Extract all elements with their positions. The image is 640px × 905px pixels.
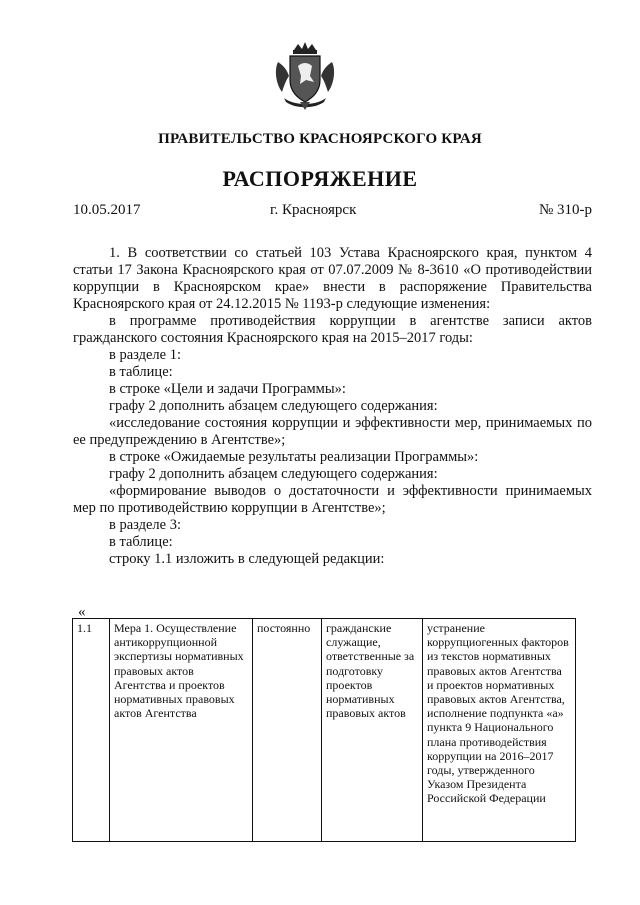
paragraph-4: в таблице: xyxy=(109,364,173,380)
paragraph-12: в таблице: xyxy=(109,534,173,550)
paragraph-9: графу 2 дополнить абзацем следующего содержания: xyxy=(109,466,438,482)
document-date: 10.05.2017 xyxy=(73,202,141,218)
program-table xyxy=(72,618,576,842)
paragraph-5: в строке «Цели и задачи Программы»: xyxy=(109,381,346,397)
document-body xyxy=(73,245,592,568)
paragraph-3: в разделе 1: xyxy=(109,347,182,363)
document-city: г. Красноярск xyxy=(270,202,357,218)
paragraph-10: «формирование выводов о достаточности и эффективности принимаемых мер по противодействию коррупции в Агентстве»; xyxy=(73,483,592,516)
paragraph-8: в строке «Ожидаемые результаты реализации Программы»: xyxy=(109,449,479,465)
paragraph-11: в разделе 3: xyxy=(109,517,182,533)
cell-measure: Мера 1. Осуществление антикоррупционной экспертизы нормативных правовых актов Агентства и проектов нормативных правовых актов Агентства xyxy=(110,619,253,842)
document-number: № 310-р xyxy=(538,202,592,218)
paragraph-6: графу 2 дополнить абзацем следующего содержания: xyxy=(109,398,438,414)
cell-term: постоянно xyxy=(253,619,322,842)
paragraph-2: в программе противодействия коррупции в агентстве записи актов гражданского состояния Красноярского края на 2015–2017 годы: xyxy=(73,313,592,346)
paragraph-13: строку 1.1 изложить в следующей редакции: xyxy=(109,551,385,567)
cell-responsible: гражданские служащие, ответственные за подготовку проектов нормативных правовых актов xyxy=(322,619,423,842)
cell-number: 1.1 xyxy=(73,619,110,842)
coat-of-arms-emblem xyxy=(270,40,340,110)
document-type: РАСПОРЯЖЕНИЕ xyxy=(222,166,418,191)
government-title: ПРАВИТЕЛЬСТВО КРАСНОЯРСКОГО КРАЯ xyxy=(158,131,482,147)
opening-quote-mark: « xyxy=(78,604,86,620)
paragraph-7: «исследование состояния коррупции и эффективности мер, принимаемых по ее предупреждению в Агентстве»; xyxy=(73,415,592,448)
paragraph-1: 1. В соответствии со статьей 103 Устава Красноярского края, пунктом 4 статьи 17 Закона Красноярского края от 07.07.2009 № 8-3610 «О противодействии коррупции в Красноярском крае» внести в распоряжение Правительства Красноярского края от 24.12.2015 № 1193-р следующие изменения: xyxy=(73,245,592,312)
cell-result: устранение коррупциогенных факторов из текстов нормативных правовых актов Агентства и проектов нормативных правовых актов Агентства, исполнение подпункта «а» пункта 9 Национального плана противодействия коррупции на 2016–2017 годы, утвержденного Указом Президента Российской Федерации xyxy=(423,619,576,842)
table-row xyxy=(73,619,576,842)
